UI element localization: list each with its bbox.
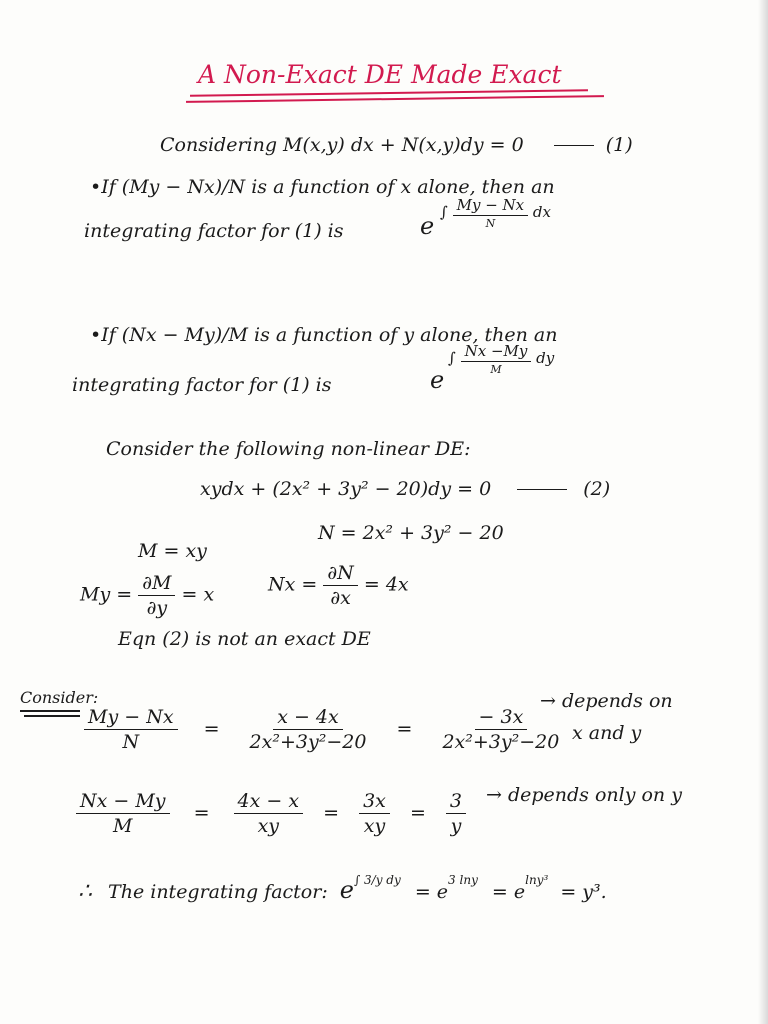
rule1-integrating-factor-text: integrating factor for (1) is xyxy=(84,220,344,242)
ratio1-expression: $\frac{My - Nx}{N}$ = $\frac{x - 4x}{\text{2x²+3y²−20}}$ = $\frac{- 3x}{\text{2x²+3y²−20}}$ xyxy=(84,706,563,753)
rule1-exponent: ∫ $\frac{My - Nx}{N}$ dx xyxy=(440,196,551,230)
rule2-condition: •If (Nx − My)/M is a function of y alone, then an xyxy=(90,324,558,346)
n-definition: N = 2x² + 3y² − 20 xyxy=(318,522,504,544)
page-edge-shadow xyxy=(758,0,768,1024)
not-exact-statement: Eqn (2) is not an exact DE xyxy=(118,628,371,650)
equation-2: xydx + (2x² + 3y² − 20)dy = 0 (2) xyxy=(200,478,611,500)
page-title: A Non-Exact DE Made Exact xyxy=(198,60,562,89)
m-definition: M = xy xyxy=(138,540,207,562)
consider-underline-2 xyxy=(24,715,80,717)
rule2-exponential: e xyxy=(430,366,445,394)
rule2-exponent: ∫ $\frac{Nx -My}{M}$ dy xyxy=(448,342,555,376)
rule1-exponential: e xyxy=(420,212,435,240)
consider-label: Consider: xyxy=(20,688,99,707)
general-de-statement: Considering M(x,y) dx + N(x,y)dy = 0 (1) xyxy=(160,134,633,156)
ratio1-note: → depends on xyxy=(540,690,673,712)
nx-derivative: Nx = $\frac{\partial N}{\partial x}$ = 4x xyxy=(268,562,409,609)
consider-following-de: Consider the following non-linear DE: xyxy=(106,438,471,460)
rule1-condition: •If (My − Nx)/N is a function of x alone, then an xyxy=(90,176,555,198)
rule2-integrating-factor-text: integrating factor for (1) is xyxy=(72,374,332,396)
consider-underline-1 xyxy=(20,710,80,712)
ratio2-expression: $\frac{Nx - My}{M}$ = $\frac{4x - x}{xy}$ = $\frac{3x}{xy}$ = $\frac{3}{y}$ xyxy=(76,790,466,837)
my-derivative: My = $\frac{\partial M}{\partial y}$ = x xyxy=(80,572,215,619)
conclusion: ∴ The integrating factor: $e^{\int 3/y dy} = e^{3 lny} = e^{lny^3} = y^3$. xyxy=(78,873,607,904)
ratio2-note: → depends only on y xyxy=(486,784,682,806)
title-underline-2 xyxy=(186,95,604,103)
ratio1-note-line2: x and y xyxy=(572,722,642,744)
